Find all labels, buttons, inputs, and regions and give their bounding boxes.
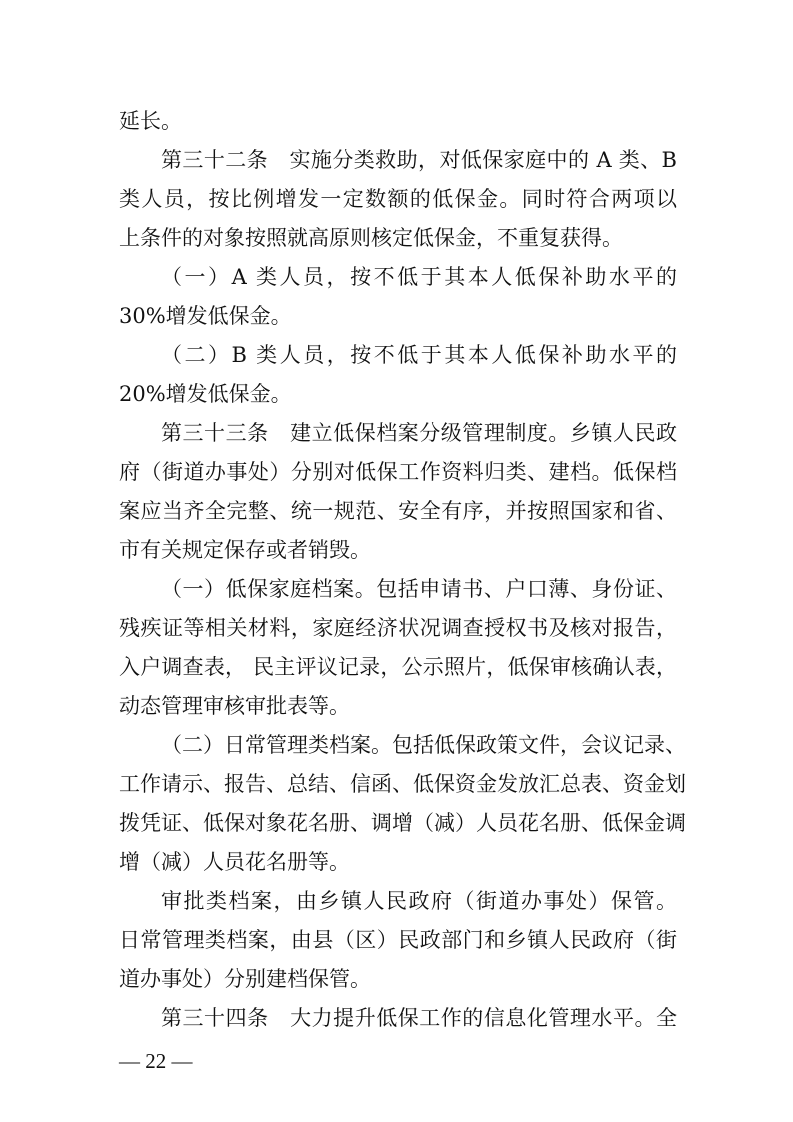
- text-line: 增（减）人员花名册等。: [119, 850, 350, 874]
- text-line: 上条件的对象按照就高原则核定低保金，不重复获得。: [119, 226, 623, 250]
- text-line: 延长。: [119, 109, 182, 133]
- article-33-heading-line: 第三十三条 建立低保档案分级管理制度。乡镇人民政: [161, 421, 677, 445]
- text-line: 府（街道办事处）分别对低保工作资料归类、建档。低保档: [119, 460, 677, 484]
- clause-2-line: （二）B 类人员，按不低于其本人低保补助水平的: [161, 343, 677, 367]
- clause-1-line: （一）A 类人员，按不低于其本人低保补助水平的: [161, 265, 677, 289]
- article-32-heading-line: 第三十二条 实施分类救助，对低保家庭中的 A 类、B: [161, 148, 677, 172]
- text-line: 工作请示、报告、总结、信函、低保资金发放汇总表、资金划: [119, 772, 686, 796]
- text-line: 动态管理审核审批表等。: [119, 694, 350, 718]
- text-line: 案应当齐全完整、统一规范、安全有序，并按照国家和省、: [119, 499, 677, 523]
- text-line: 残疾证等相关材料，家庭经济状况调查授权书及核对报告，: [119, 616, 677, 640]
- text-line: 入户调查表， 民主评议记录，公示照片，低保审核确认表，: [119, 655, 677, 679]
- text-line: 30%增发低保金。: [119, 304, 292, 328]
- text-line: 市有关规定保存或者销毁。: [119, 538, 371, 562]
- text-line: 日常管理类档案，由县（区）民政部门和乡镇人民政府（街: [119, 928, 677, 952]
- text-line: 拨凭证、低保对象花名册、调增（减）人员花名册、低保金调: [119, 811, 686, 835]
- text-line: 20%增发低保金。: [119, 382, 292, 406]
- text-line: 类人员，按比例增发一定数额的低保金。同时符合两项以: [119, 187, 677, 211]
- article-34-heading-line: 第三十四条 大力提升低保工作的信息化管理水平。全: [161, 1006, 677, 1030]
- clause-2-line: （二）日常管理类档案。包括低保政策文件，会议记录、: [161, 733, 686, 757]
- text-line: 审批类档案，由乡镇人民政府（街道办事处）保管。: [161, 889, 677, 913]
- clause-1-line: （一）低保家庭档案。包括申请书、户口薄、身份证、: [161, 577, 677, 601]
- text-line: 道办事处）分别建档保管。: [119, 967, 371, 991]
- page-number: — 22 —: [119, 1049, 193, 1073]
